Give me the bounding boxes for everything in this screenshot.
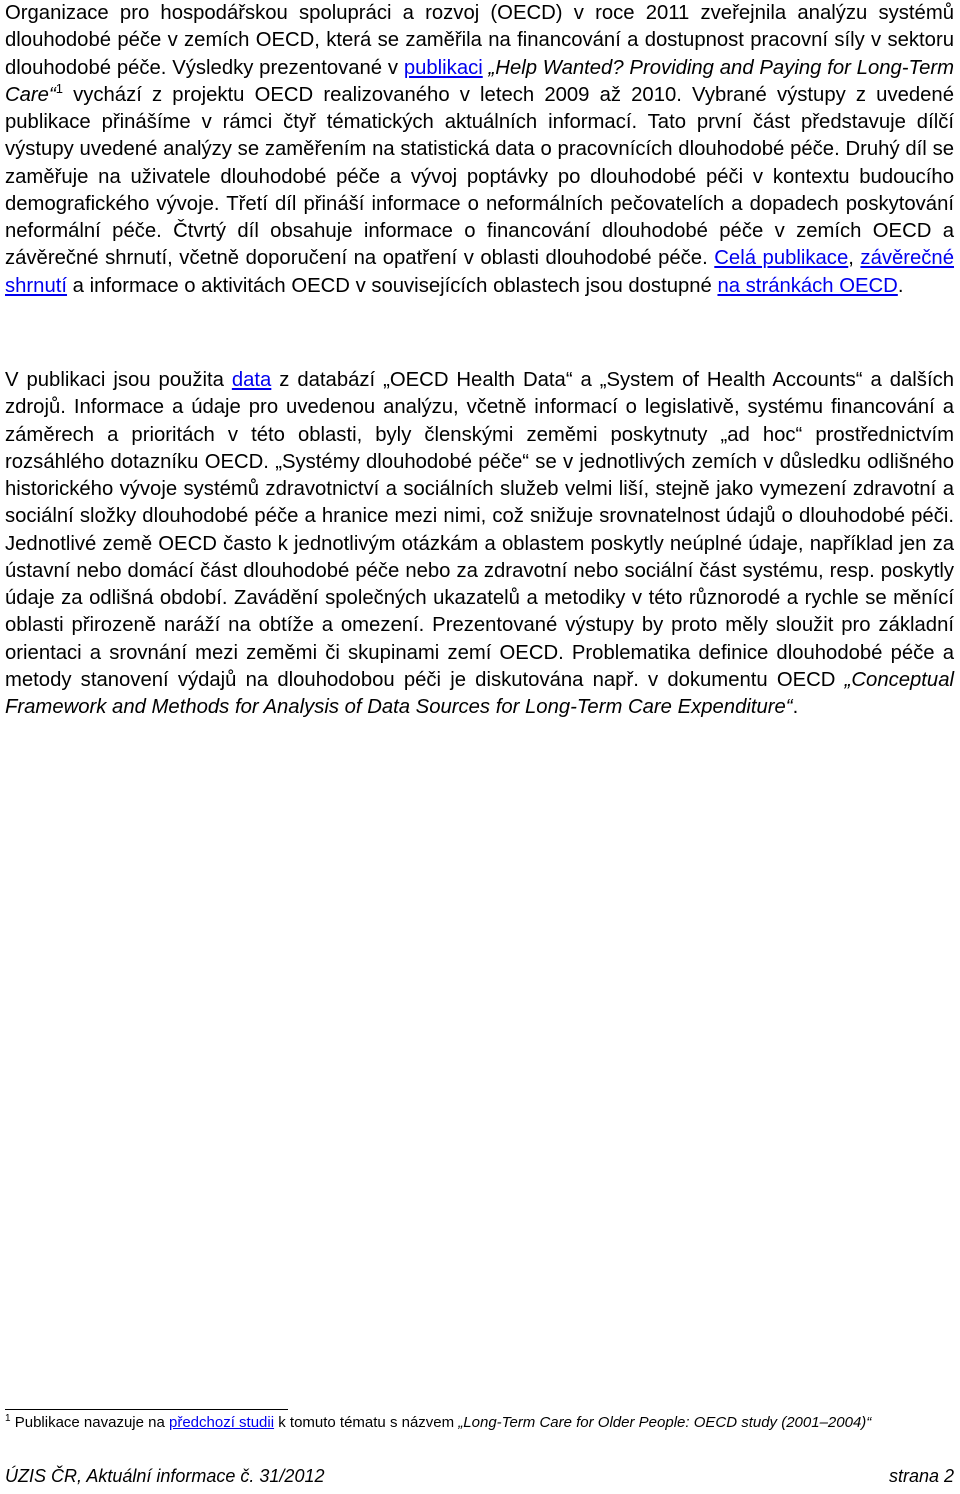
text: . [897, 274, 904, 297]
text: . [792, 696, 799, 718]
link-predchozi-studii[interactable]: předchozí studii [169, 1414, 275, 1431]
link-stranky-oecd[interactable]: na stránkách OECD [717, 274, 898, 297]
footnote-number: 1 [5, 1413, 11, 1424]
text: vychází z projektu OECD realizovaného v letech 2009 až 2010. Vybrané výstupy z uvedené publikace přinášíme v rámci čtyř tématických aktuálních informací. Tato první část představuje dílčí výstupy uvedené analýzy se zaměřením na statistická data o pracovnících dlouhodobé péče. Druhý díl se zaměřuje na uživatele dlouhodobé péče a vývoj poptávky po dlouhodobé péči v kontextu budoucího demografického vývoje. Třetí díl přináší informace o neformálních pečovatelích a dopadech poskytování neformální péče. Čtvrtý díl obsahuje informace o financování dlouhodobé péče v zemích OECD a závěrečné shrnutí, včetně doporučení na opatření v oblasti dlouhodobé péče. [5, 83, 954, 270]
link-cela-publikace[interactable]: Celá publikace [714, 247, 849, 270]
link-data[interactable]: data [231, 369, 272, 391]
data-sources-paragraph [5, 367, 954, 721]
text: a informace o aktivitách OECD v souvisejících oblastech jsou dostupné [67, 274, 718, 297]
link-zaverecne-shrnuti[interactable]: závěrečné shrnutí [5, 247, 954, 297]
text: z databází „OECD Health Data“ a „System of Health Accounts“ a dalších zdrojů. Informace a údaje pro uvedenou analýzu, včetně informací o legislativě, systému financování a záměrech a prioritách v této oblasti, byly členskými zeměmi poskytnuty „ad hoc“ prostřednictvím rozsáhlého dotazníku OECD. „Systémy dlouhodobé péče“ se v jednotlivých zemích v důsledku odlišného historického vývoje systémů zdravotnictví a sociálních služeb velmi liší, stejně jako vymezení zdravotní a sociální složky dlouhodobé péče a hranice mezi nimi, což snižuje srovnatelnost údajů o dlouhodobé péči. Jednotlivé země OECD často k jednotlivým otázkám a oblastem poskytly neúplné údaje, například jen za ústavní nebo domácí část dlouhodobé péče nebo za zdravotní nebo sociální část systému, resp. poskytly údaje za odlišná období. Zavádění společných ukazatelů a metodiky v této různorodé a rychle se měnící oblasti přirozeně naráží na obtíže a omezení. Prezentované výstupy by proto měly sloužit pro základní orientaci a srovnání mezi zeměmi či skupinami zemí OECD. Problematika definice dlouhodobé péče a metody stanovení výdajů na dlouhodobou péči je diskutována např. v dokumentu OECD [5, 369, 954, 691]
footnote [5, 1413, 954, 1433]
text: Publikace navazuje na [10, 1414, 169, 1431]
intro-paragraph [5, 0, 954, 300]
footnote-divider [5, 1409, 288, 1410]
text: Organizace pro hospodářskou spolupráci a rozvoj (OECD) v roce 2011 zveřejnila analýzu systémů dlouhodobé péče v zemích OECD, která se zaměřila na financování a dostupnost pracovní síly v sektoru dlouhodobé péče. Výsledky prezentované v [5, 2, 954, 79]
publication-title: „Help Wanted? Providing and Paying for Long-Term Care“ [5, 56, 954, 106]
text: V publikaci jsou použita [5, 369, 232, 391]
link-publikaci[interactable]: publikaci [403, 56, 483, 79]
text: k tomuto tématu s názvem [274, 1414, 459, 1431]
document-title: „Conceptual Framework and Methods for Analysis of Data Sources for Long-Term Care Expenditure“ [5, 668, 954, 718]
study-title: „Long-Term Care for Older People: OECD study (2001–2004)“ [458, 1414, 872, 1431]
footer-source: ÚZIS ČR, Aktuální informace č. 31/2012 [5, 1466, 325, 1486]
footnote-ref: 1 [55, 80, 63, 96]
text: , [848, 247, 861, 270]
page-number: strana 2 [888, 1466, 954, 1486]
